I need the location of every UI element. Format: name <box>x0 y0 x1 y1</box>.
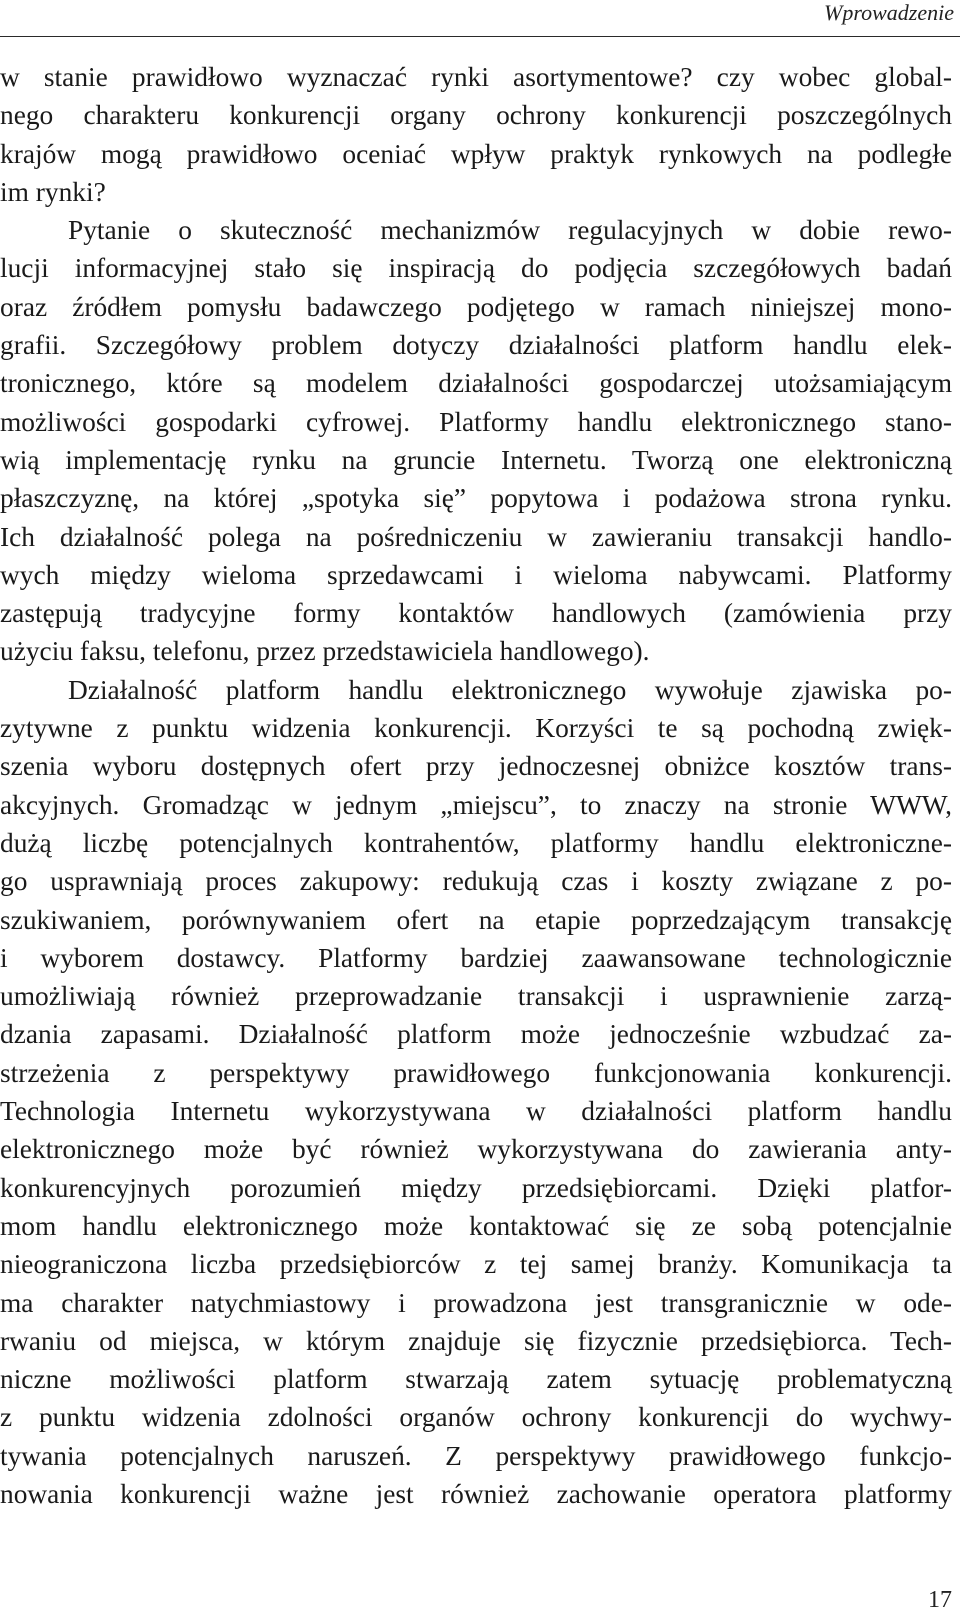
text-line: tywania potencjalnych naruszeń. Z perspektywy prawidłowego funkcjo- <box>0 1440 952 1471</box>
text-line: oraz źródłem pomysłu badawczego podjętego w ramach niniejszej mono- <box>0 291 952 322</box>
text-line: tronicznego, które są modelem działalności gospodarczej utożsamiającym <box>0 368 952 399</box>
text-line: zytywne z punktu widzenia konkurencji. Korzyści te są pochodną zwięk- <box>0 713 952 744</box>
text-line: w stanie prawidłowo wyznaczać rynki asortymentowe? czy wobec global- <box>0 62 952 92</box>
text-line: szukiwaniem, porównywaniem ofert na etapie poprzedzającym transakcję <box>0 904 952 935</box>
text-line: konkurencyjnych porozumień między przedsiębiorcami. Dzięki platfor- <box>0 1172 952 1203</box>
text-line: akcyjnych. Gromadząc w jednym „miejscu”, to znaczy na stronie WWW, <box>0 789 952 820</box>
text-line: umożliwiają również przeprowadzanie transakcji i usprawnienie zarzą- <box>0 981 952 1012</box>
text-line: z punktu widzenia zdolności organów ochrony konkurencji do wychwy- <box>0 1402 952 1433</box>
text-line: dzania zapasami. Działalność platform może jednocześnie wzbudzać za- <box>0 1019 952 1050</box>
text-line: elektronicznego może być również wykorzystywana do zawierania anty- <box>0 1134 952 1165</box>
text-line: dużą liczbę potencjalnych kontrahentów, platformy handlu elektroniczne- <box>0 827 952 858</box>
text-line: lucji informacyjnej stało się inspiracją do podjęcia szczegółowych badań <box>0 253 952 284</box>
text-line: Ich działalność polega na pośredniczeniu w zawieraniu transakcji handlo- <box>0 521 952 552</box>
text-line: ma charakter natychmiastowy i prowadzona jest transgranicznie w ode- <box>0 1287 952 1318</box>
text-line: możliwości gospodarki cyfrowej. Platformy handlu elektronicznego stano- <box>0 406 952 437</box>
text-line: zastępują tradycyjne formy kontaktów handlowych (zamówienia przy <box>0 598 952 629</box>
text-line: rwaniu od miejsca, w którym znajduje się fizycznie przedsiębiorca. Tech- <box>0 1325 952 1356</box>
text-line: nowania konkurencji ważne jest również zachowanie operatora platformy <box>0 1478 952 1509</box>
text-line: mom handlu elektronicznego może kontaktować się ze sobą potencjalnie <box>0 1210 952 1241</box>
header-rule <box>0 36 960 37</box>
page-number: 17 <box>928 1587 952 1613</box>
text-line: krajów mogą prawidłowo oceniać wpływ praktyk rynkowych na podległe <box>0 138 952 169</box>
text-line: Technologia Internetu wykorzystywana w działalności platform handlu <box>0 1096 952 1127</box>
running-head-title: Wprowadzenie <box>824 0 954 25</box>
text-line: wią implementację rynku na gruncie Internetu. Tworzą one elektroniczną <box>0 444 952 475</box>
text-line: go usprawniają proces zakupowy: redukują czas i koszty związane z po- <box>0 866 952 897</box>
text-line: niczne możliwości platform stwarzają zatem sytuację problematyczną <box>0 1364 952 1395</box>
text-line: strzeżenia z perspektywy prawidłowego funkcjonowania konkurencji. <box>0 1057 952 1088</box>
text-line: nieograniczona liczba przedsiębiorców z tej samej branży. Komunikacja ta <box>0 1249 952 1280</box>
text-line: płaszczyznę, na której „spotyka się” popytowa i podażowa strona rynku. <box>0 483 952 514</box>
text-line: nego charakteru konkurencji organy ochrony konkurencji poszczególnych <box>0 100 952 131</box>
paragraph-first-line: Działalność platform handlu elektronicznego wywołuje zjawiska po- <box>68 674 952 705</box>
text-line: szenia wyboru dostępnych ofert przy jednoczesnej obniżce kosztów trans- <box>0 751 952 782</box>
text-line: użyciu faksu, telefonu, przez przedstawiciela handlowego). <box>0 636 650 667</box>
text-line: wych między wieloma sprzedawcami i wieloma nabywcami. Platformy <box>0 559 952 590</box>
text-line: grafii. Szczegółowy problem dotyczy działalności platform handlu elek- <box>0 330 952 361</box>
paragraph-first-line: Pytanie o skuteczność mechanizmów regulacyjnych w dobie rewo- <box>68 215 952 246</box>
page-body-text <box>0 58 952 1513</box>
text-line: i wyborem dostawcy. Platformy bardziej zaawansowane technologicznie <box>0 942 952 973</box>
text-line: im rynki? <box>0 176 106 207</box>
